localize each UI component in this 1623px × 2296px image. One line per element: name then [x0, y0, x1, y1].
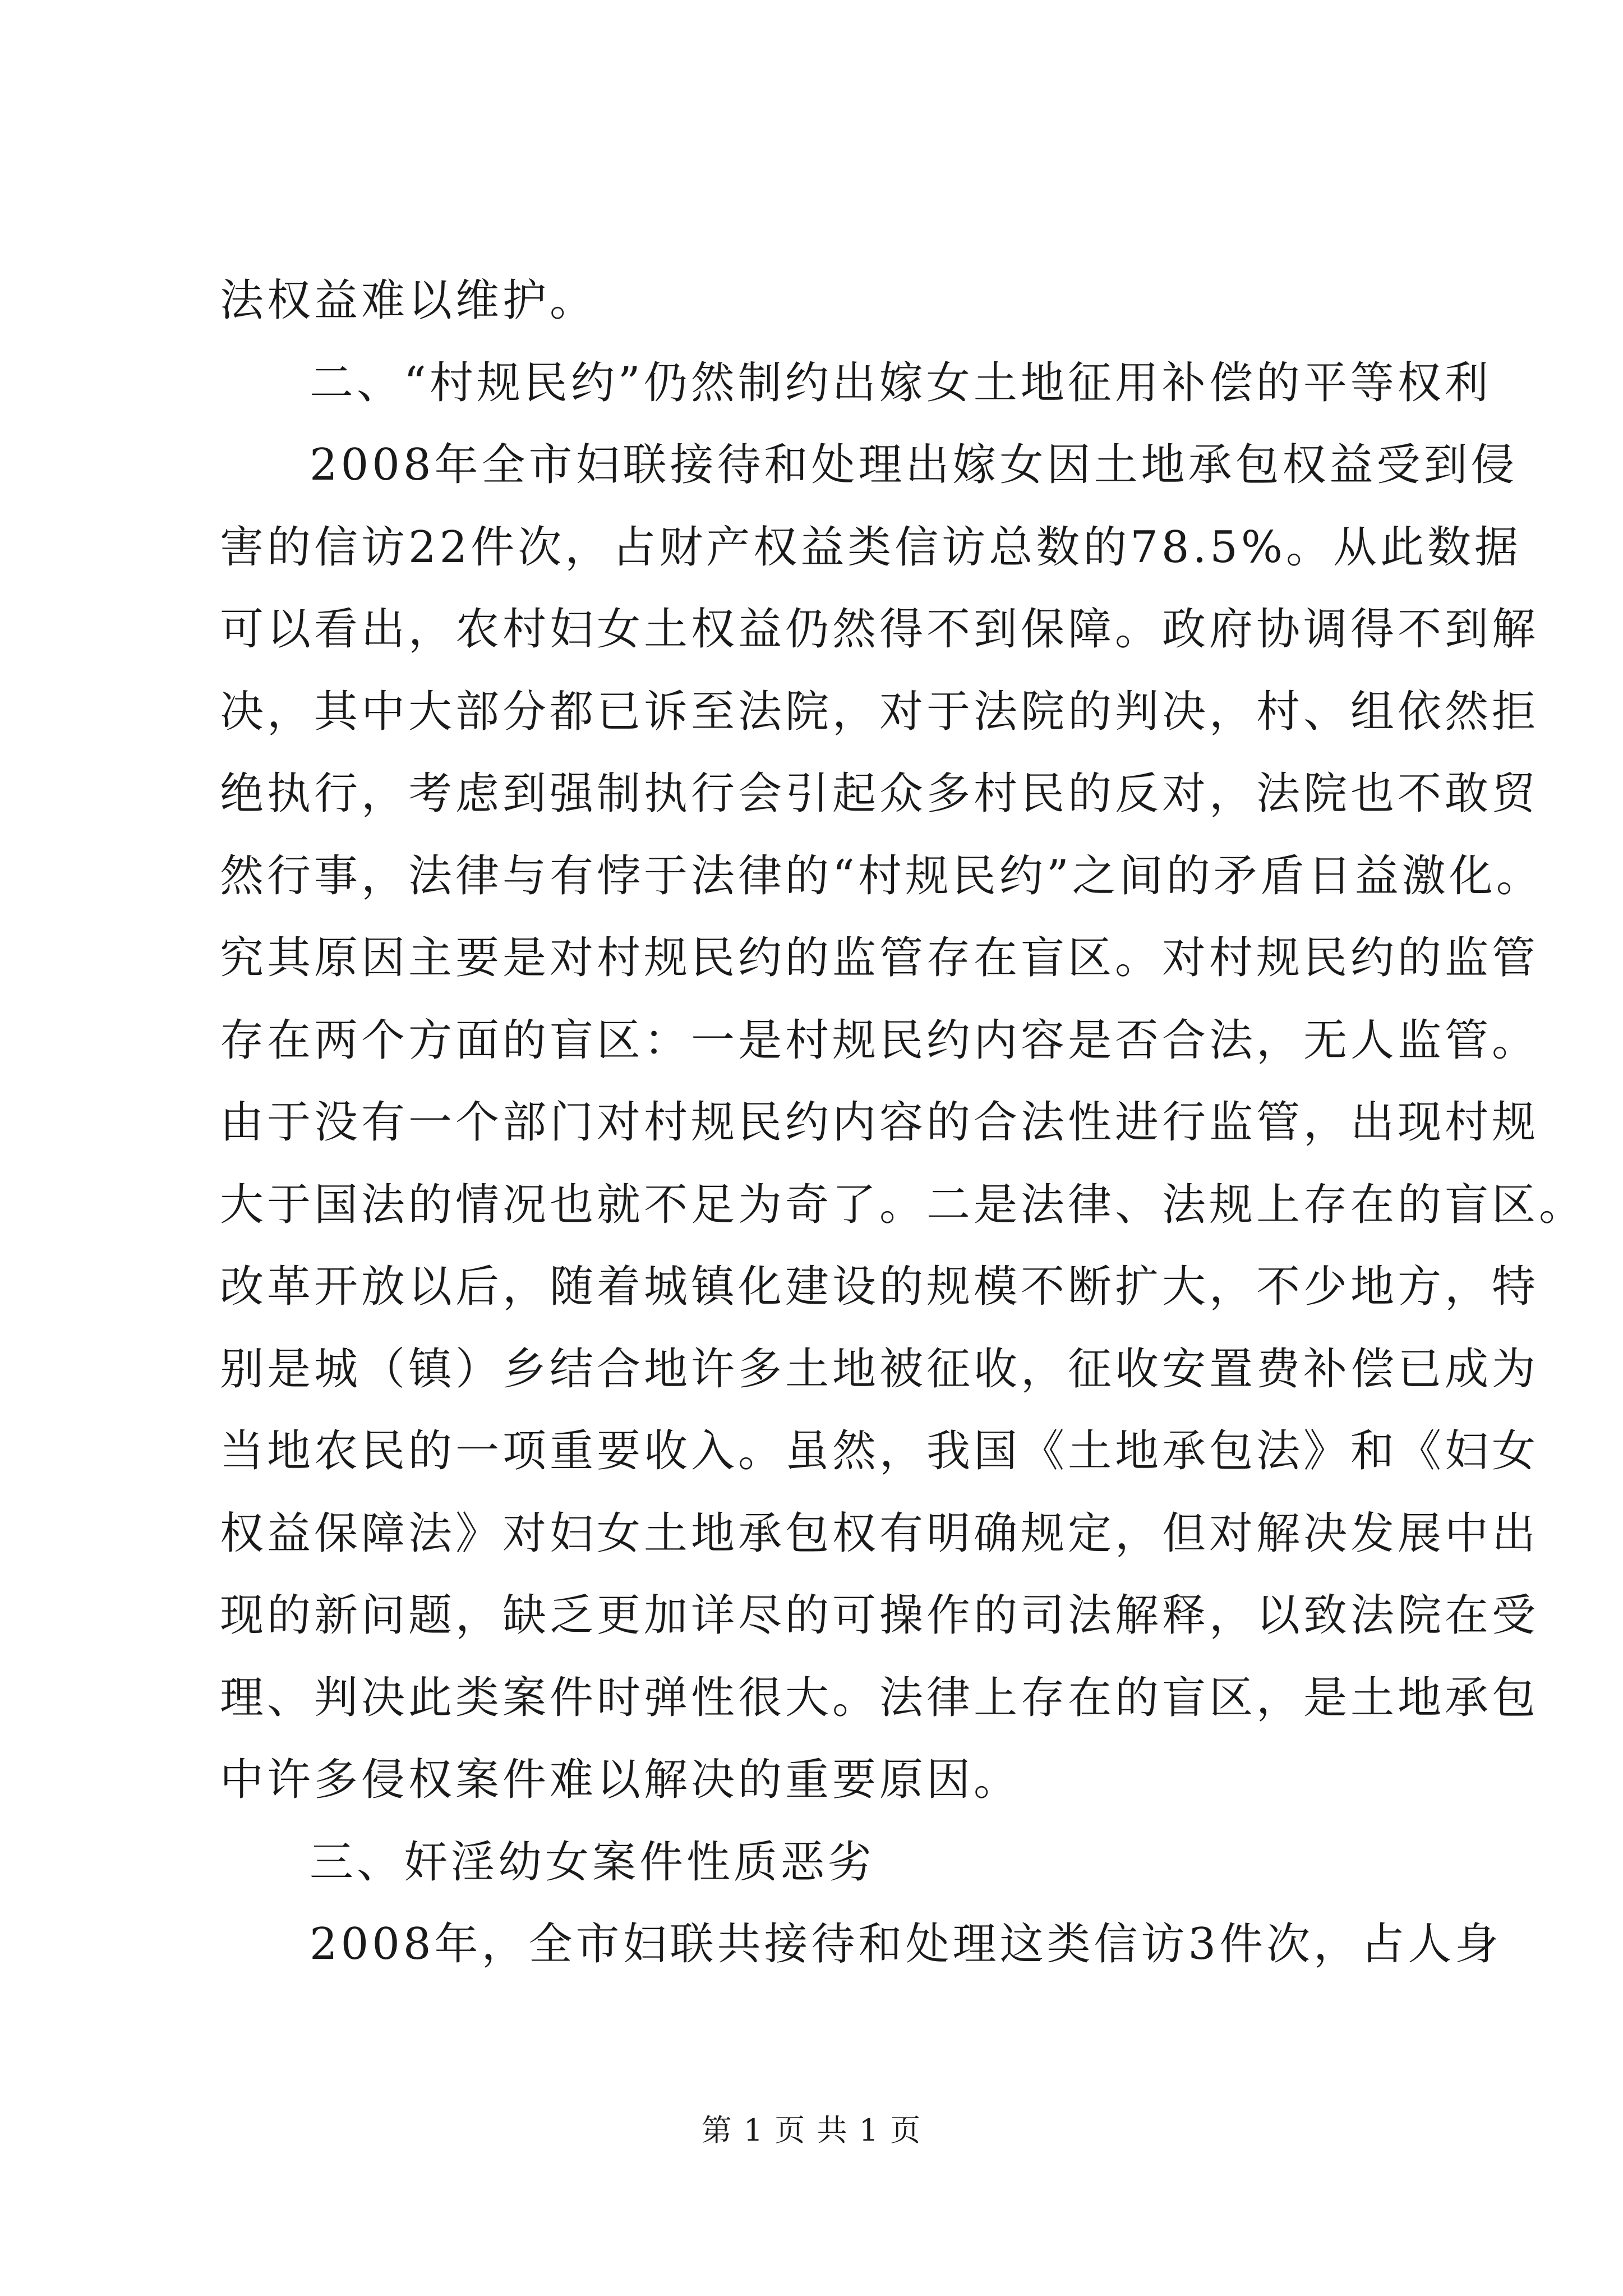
- text-line: 当地农民的一项重要收入。虽然，我国《土地承包法》和《妇女: [220, 1426, 1539, 1476]
- text-line: 可以看出，农村妇女土权益仍然得不到保障。政府协调得不到解: [220, 604, 1539, 655]
- text-line: 决，其中大部分都已诉至法院，对于法院的判决，村、组依然拒: [220, 686, 1539, 737]
- text-line: 权益保障法》对妇女土地承包权有明确规定，但对解决发展中出: [220, 1508, 1539, 1559]
- text-line: 2008年全市妇联接待和处理出嫁女因土地承包权益受到侵: [310, 440, 1518, 490]
- text-line: 绝执行，考虑到强制执行会引起众多村民的反对，法院也不敢贸: [220, 769, 1539, 819]
- section-heading-2: 二、“村规民约”仍然制约出嫁女土地征用补偿的平等权利: [310, 357, 1492, 408]
- section-heading-3: 三、奸淫幼女案件性质恶劣: [310, 1837, 875, 1888]
- text-line: 改革开放以后，随着城镇化建设的规模不断扩大，不少地方，特: [220, 1262, 1539, 1312]
- page-footer: 第 1 页 共 1 页: [701, 2113, 922, 2148]
- text-line: 由于没有一个部门对村规民约内容的合法性进行监管，出现村规: [220, 1097, 1539, 1148]
- text-line: 害的信访22件次，占财产权益类信访总数的78.5%。从此数据: [220, 522, 1522, 573]
- text-line: 存在两个方面的盲区：一是村规民约内容是否合法，无人监管。: [220, 1015, 1539, 1066]
- text-line: 现的新问题，缺乏更加详尽的可操作的司法解释，以致法院在受: [220, 1590, 1539, 1641]
- text-line: 2008年，全市妇联共接待和处理这类信访3件次，占人身: [310, 1919, 1502, 1970]
- text-line: 然行事，法律与有悖于法律的“村规民约”之间的矛盾日益激化。: [220, 850, 1543, 901]
- text-line: 究其原因主要是对村规民约的监管存在盲区。对村规民约的监管: [220, 933, 1539, 983]
- text-line: 理、判决此类案件时弹性很大。法律上存在的盲区，是土地承包: [220, 1672, 1539, 1723]
- text-line: 中许多侵权案件难以解决的重要原因。: [220, 1755, 1021, 1805]
- text-line: 别是城（镇）乡结合地许多土地被征收，征收安置费补偿已成为: [220, 1343, 1539, 1395]
- text-line: 法权益难以维护。: [220, 275, 597, 326]
- body-text: [220, 260, 1587, 1986]
- text-line: 大于国法的情况也就不足为奇了。二是法律、法规上存在的盲区。: [220, 1179, 1587, 1230]
